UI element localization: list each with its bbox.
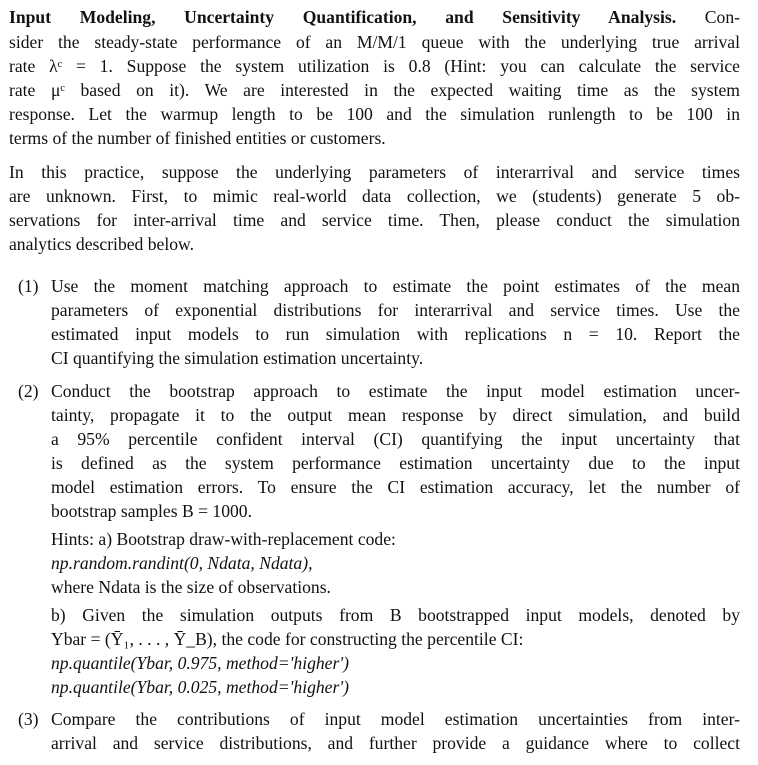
item-1-line-1: Use the moment matching approach to estimate the point estimates of the mean [51, 276, 740, 296]
item-1-line-4: CI quantifying the simulation estimation uncertainty. [51, 348, 424, 368]
item-2-line-1: Conduct the bootstrap approach to estimate the input model estimation uncer- [51, 381, 740, 401]
section-title: Input Modeling, Uncertainty Quantification, and Sensitivity Analysis. [9, 7, 677, 27]
hint-a-line-3: where Ndata is the size of observations. [51, 577, 331, 597]
paragraph2-line-1: In this practice, suppose the underlying parameters of interarrival and service times [9, 162, 740, 182]
item-2-line-3: a 95% percentile confident interval (CI) quantifying the input uncertainty that [51, 429, 740, 449]
paragraph1-line-2: sider the steady-state performance of an M/M/1 queue with the underlying true arrival [9, 32, 740, 52]
paragraph1-line-3: rate λᶜ = 1. Suppose the system utilization is 0.8 (Hint: you can calculate the service [9, 56, 740, 76]
item-2-line-4: is defined as the system performance estimation uncertainty due to the input [51, 453, 740, 473]
paragraph2-line-2: are unknown. First, to mimic real-world data collection, we (students) generate 5 ob- [9, 186, 740, 206]
hint-b-line-1: b) Given the simulation outputs from B bootstrapped input models, denoted by [51, 605, 740, 625]
paragraph2-line-3: servations for inter-arrival time and service time. Then, please conduct the simulation [9, 210, 740, 230]
item-3-line-1: Compare the contributions of input model estimation uncertainties from inter- [51, 709, 740, 729]
hint-b-code-1: np.quantile(Ybar, 0.975, method='higher') [51, 653, 349, 673]
paragraph1-line-4: rate μᶜ based on it). We are interested in the expected waiting time as the system [9, 80, 740, 100]
item-3-number: (3) [18, 709, 39, 729]
item-1-line-2: parameters of exponential distributions for interarrival and service times. Use the [51, 300, 740, 320]
hint-a-line-1: Hints: a) Bootstrap draw-with-replacement code: [51, 529, 396, 549]
item-2-line-2: tainty, propagate it to the output mean response by direct simulation, and build [51, 405, 740, 425]
item-2-number: (2) [18, 381, 39, 401]
paragraph1-line-5: response. Let the warmup length to be 100 and the simulation runlength to be 100 in [9, 104, 740, 124]
item-2-line-5: model estimation errors. To ensure the CI estimation accuracy, let the number of [51, 477, 740, 497]
hint-b-line-2: Ybar = (Ȳ₁, . . . , Ȳ_B), the code for constructing the percentile CI: [51, 629, 524, 649]
item-3-line-2: arrival and service distributions, and further provide a guidance where to collect [51, 733, 740, 753]
hint-a-code: np.random.randint(0, Ndata, Ndata), [51, 553, 313, 573]
paragraph1-line-6: terms of the number of finished entities or customers. [9, 128, 386, 148]
item-1-number: (1) [18, 276, 39, 296]
item-1-line-3: estimated input models to run simulation with replications n = 10. Report the [51, 324, 740, 344]
paragraph2-line-4: analytics described below. [9, 234, 194, 254]
paragraph1-line-1: Input Modeling, Uncertainty Quantification, and Sensitivity Analysis. Con- [9, 7, 740, 27]
hint-b-code-2: np.quantile(Ybar, 0.025, method='higher') [51, 677, 349, 697]
item-2-line-6: bootstrap samples B = 1000. [51, 501, 252, 521]
